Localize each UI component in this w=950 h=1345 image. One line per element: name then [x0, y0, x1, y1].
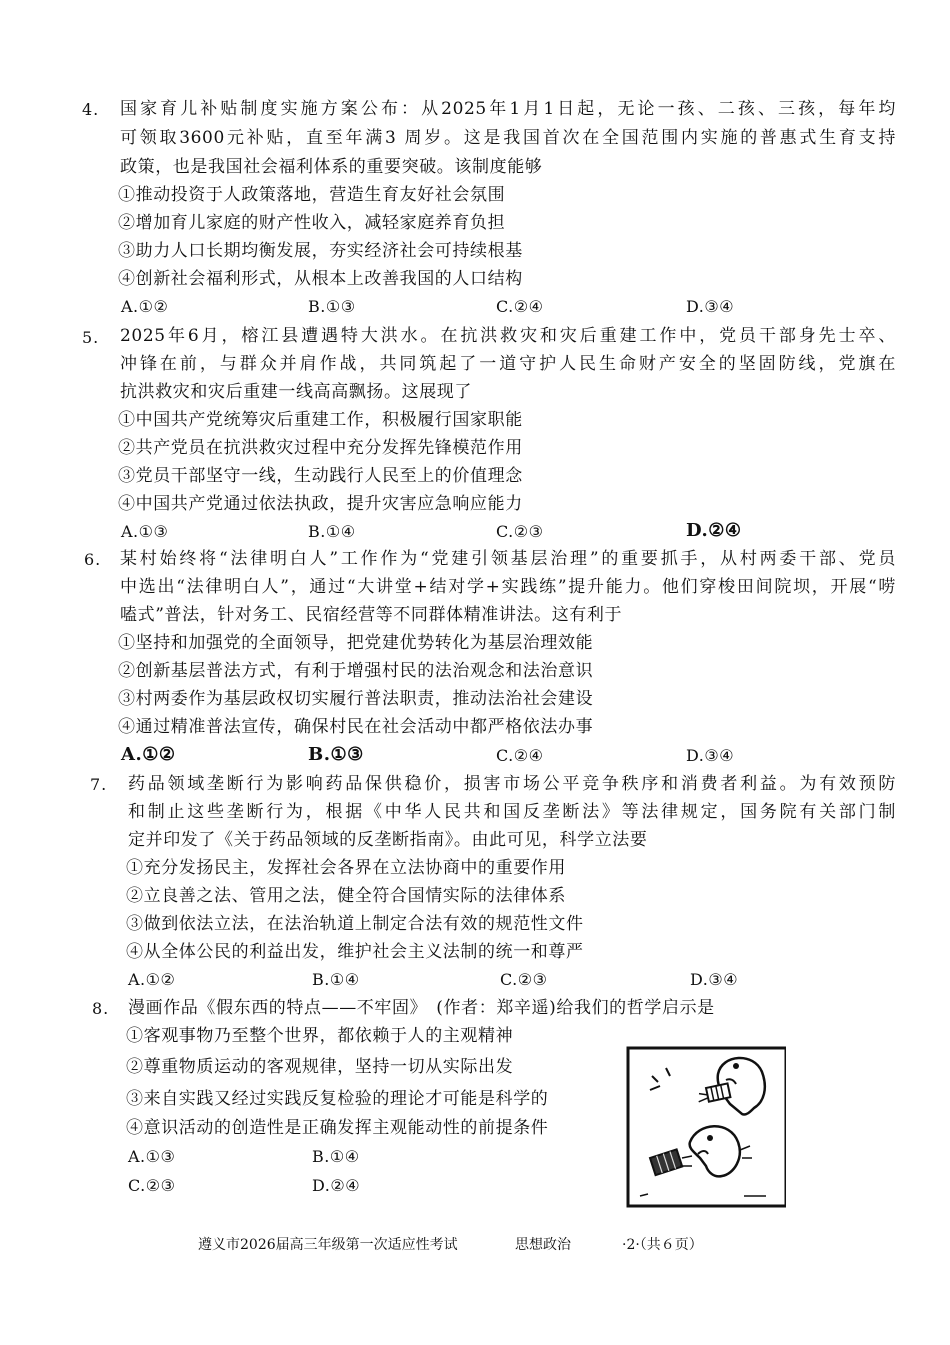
statement-item: ②共产党员在抗洪救灾过程中充分发挥先锋模范作用	[118, 438, 523, 458]
option-a: A.①②	[121, 297, 169, 316]
question-stem-line: 冲锋在前，与群众并肩作战，共同筑起了一道守护人民生命财产安全的坚固防线，党旗在	[120, 354, 896, 374]
statement-item: ②立良善之法、管用之法，健全符合国情实际的法律体系	[126, 886, 566, 906]
question-number: 7.	[90, 775, 108, 794]
option-d: D.③④	[690, 970, 739, 989]
option-a: A.①③	[121, 522, 169, 541]
question-stem-line: 抗洪救灾和灾后重建一线高高飘扬。这展现了	[120, 382, 472, 402]
statement-item: ④中国共产党通过依法执政，提升灾害应急响应能力	[118, 494, 523, 514]
statement-item: ③来自实践又经过实践反复检验的理论才可能是科学的	[126, 1089, 549, 1109]
statement-item: ③村两委作为基层政权切实履行普法职责，推动法治社会建设	[118, 689, 594, 709]
option-c: C.②③	[496, 522, 544, 541]
statement-item: ①坚持和加强党的全面领导，把党建优势转化为基层治理效能	[118, 633, 594, 653]
option-c: C.②④	[496, 297, 544, 316]
subject-label: 思想政治	[515, 1237, 571, 1253]
question-stem-line: 药品领域垄断行为影响药品保供稳价，损害市场公平竞争秩序和消费者利益。为有效预防	[128, 774, 896, 794]
option-b: B.①③	[308, 744, 364, 765]
statement-item: ④意识活动的创造性是正确发挥主观能动性的前提条件	[126, 1118, 549, 1138]
question-stem-line: 嗑式”普法，针对务工、民宿经营等不同群体精准讲法。这有利于	[120, 605, 623, 625]
statement-item: ④通过精准普法宣传，确保村民在社会活动中都严格依法办事	[118, 717, 594, 737]
question-stem-line: 漫画作品《假东西的特点——不牢固》 (作者：郑辛遥)给我们的哲学启示是	[128, 998, 715, 1018]
statement-item: ②尊重物质运动的客观规律，坚持一切从实际出发	[126, 1057, 514, 1077]
statement-item: ①客观事物乃至整个世界，都依赖于人的主观精神	[126, 1026, 514, 1046]
statement-item: ①充分发扬民主，发挥社会各界在立法协商中的重要作用	[126, 858, 566, 878]
question-stem-line: 国家育儿补贴制度实施方案公布：从2025年1月1日起，无论一孩、二孩、三孩，每年均	[120, 99, 896, 119]
question-stem-line: 定并印发了《关于药品领域的反垄断指南》。由此可见，科学立法要	[128, 830, 648, 850]
cartoon-false-teeth-illustration	[626, 1046, 786, 1208]
cartoon-drawing	[626, 1046, 786, 1208]
option-a: A.①②	[128, 970, 176, 989]
question-number: 8.	[92, 999, 110, 1018]
option-a: A.①②	[121, 744, 176, 765]
question-number: 6.	[84, 550, 102, 569]
option-c: C.②④	[496, 746, 544, 765]
statement-item: ③党员干部坚守一线，生动践行人民至上的价值理念	[118, 466, 523, 486]
question-stem-line: 2025年6月，榕江县遭遇特大洪水。在抗洪救灾和灾后重建工作中，党员干部身先士卒、	[120, 326, 896, 346]
question-stem-line: 和制止这些垄断行为，根据《中华人民共和国反垄断法》等法律规定，国务院有关部门制	[128, 802, 896, 822]
statement-item: ③助力人口长期均衡发展，夯实经济社会可持续根基	[118, 241, 523, 261]
question-stem-line: 政策，也是我国社会福利体系的重要突破。该制度能够	[120, 157, 543, 177]
statement-item: ①推动投资于人政策落地，营造生育友好社会氛围	[118, 185, 506, 205]
page-number: ·2·（共６页）	[622, 1237, 703, 1253]
exam-title: 遵义市2026届高三年级第一次适应性考试	[198, 1237, 458, 1253]
option-b: B.①③	[308, 297, 356, 316]
question-number: 5.	[82, 328, 100, 347]
option-d: D.②④	[686, 520, 742, 541]
statement-item: ②创新基层普法方式，有利于增强村民的法治观念和法治意识	[118, 661, 594, 681]
option-d: D.③④	[686, 746, 735, 765]
statement-item: ④创新社会福利形式，从根本上改善我国的人口结构	[118, 269, 523, 289]
question-stem-line: 某村始终将“法律明白人”工作作为“党建引领基层治理”的重要抓手，从村两委干部、党员	[120, 549, 896, 569]
statement-item: ②增加育儿家庭的财产性收入，减轻家庭养育负担	[118, 213, 506, 233]
option-c: C.②③	[500, 970, 548, 989]
option-a: A.①③	[128, 1147, 176, 1166]
statement-item: ①中国共产党统筹灾后重建工作，积极履行国家职能	[118, 410, 523, 430]
question-stem-line: 中选出“法律明白人”，通过“大讲堂+结对学+实践练”提升能力。他们穿梭田间院坝，开展“唠	[120, 577, 896, 597]
option-d: D.③④	[686, 297, 735, 316]
statement-item: ④从全体公民的利益出发，维护社会主义法制的统一和尊严	[126, 942, 584, 962]
option-b: B.①④	[312, 1147, 360, 1166]
option-c: C.②③	[128, 1176, 176, 1195]
statement-item: ③做到依法立法，在法治轨道上制定合法有效的规范性文件	[126, 914, 584, 934]
question-number: 4.	[82, 100, 100, 119]
option-d: D.②④	[312, 1176, 361, 1195]
option-b: B.①④	[312, 970, 360, 989]
question-stem-line: 可领取3600元补贴，直至年满3 周岁。这是我国首次在全国范围内实施的普惠式生育支持	[120, 128, 896, 148]
option-b: B.①④	[308, 522, 356, 541]
